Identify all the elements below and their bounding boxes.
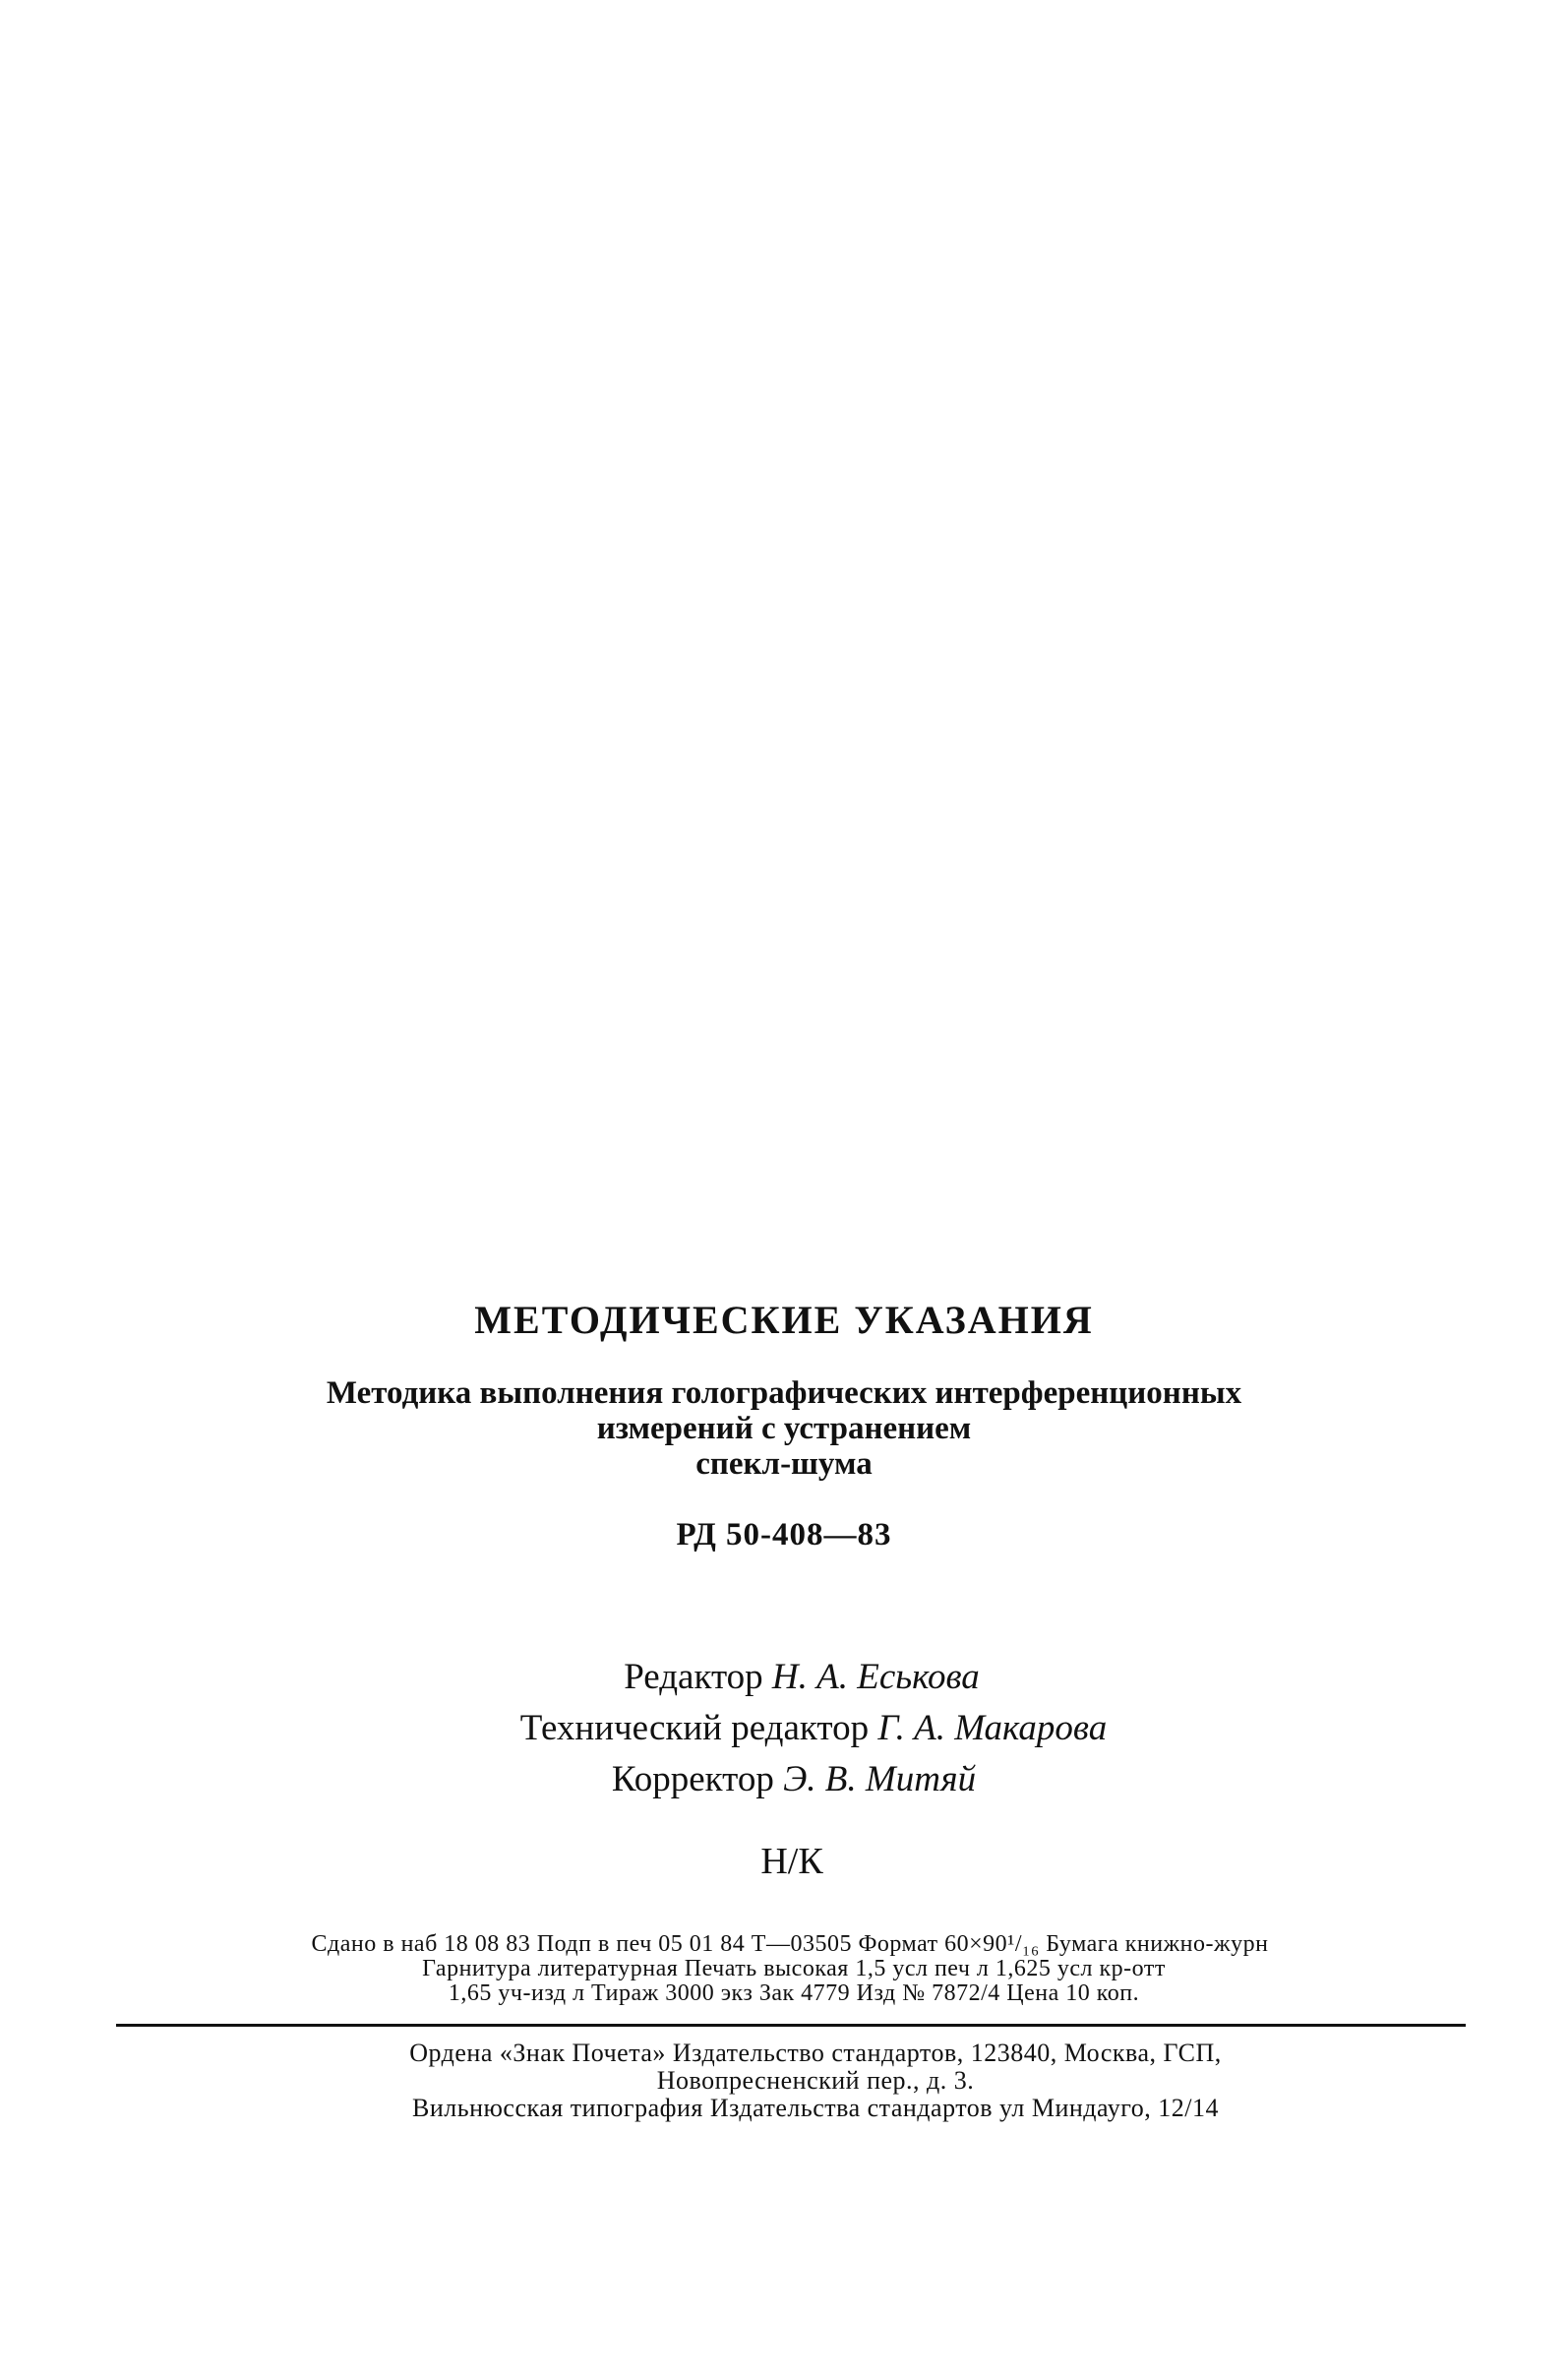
credit-technical-editor xyxy=(30,1707,1568,1750)
credit-person: Э. В. Митяй xyxy=(783,1759,977,1799)
publisher-line-1: Ордена «Знак Почета» Издательство стандартов, 123840, Москва, ГСП, xyxy=(409,2039,1222,2067)
document-subtitle-line-1: Методика выполнения голографических интерференционных xyxy=(326,1375,1242,1411)
divider-rule xyxy=(116,2024,1466,2027)
imprint-line-2: Гарнитура литературная Печать высокая 1,5 усл печ л 1,625 усл кр-отт xyxy=(422,1956,1166,1981)
imprint-line-3: 1,65 уч-изд л Тираж 3000 экз Зак 4779 Изд № 7872/4 Цена 10 коп. xyxy=(448,1980,1140,2006)
credit-role: Технический редактор xyxy=(519,1708,870,1748)
publisher-line-2: Новопресненский пер., д. 3. xyxy=(656,2066,975,2095)
publisher-line-3: Вильнюсская типография Издательства стандартов ул Миндауго, 12/14 xyxy=(411,2094,1219,2122)
credit-role: Редактор xyxy=(624,1657,763,1697)
document-title: МЕТОДИЧЕСКИЕ УКАЗАНИЯ xyxy=(474,1298,1094,1342)
credit-proofreader xyxy=(10,1758,1568,1801)
credit-editor xyxy=(18,1656,1568,1699)
document-number: РД 50-408—83 xyxy=(676,1517,892,1553)
credit-person: Н. А. Еськова xyxy=(771,1657,980,1697)
document-subtitle-line-3: спекл-шума xyxy=(695,1446,873,1482)
document-subtitle-line-2: измерений с устранением xyxy=(596,1411,972,1446)
credit-role: Корректор xyxy=(611,1759,774,1799)
classification-mark: Н/К xyxy=(760,1841,823,1882)
credit-person: Г. А. Макарова xyxy=(877,1708,1108,1748)
imprint-line-1: Сдано в наб 18 08 83 Подп в печ 05 01 84 Т—03505 Формат 60×90¹/₁₆ Бумага книжно-журн xyxy=(311,1931,1269,1957)
